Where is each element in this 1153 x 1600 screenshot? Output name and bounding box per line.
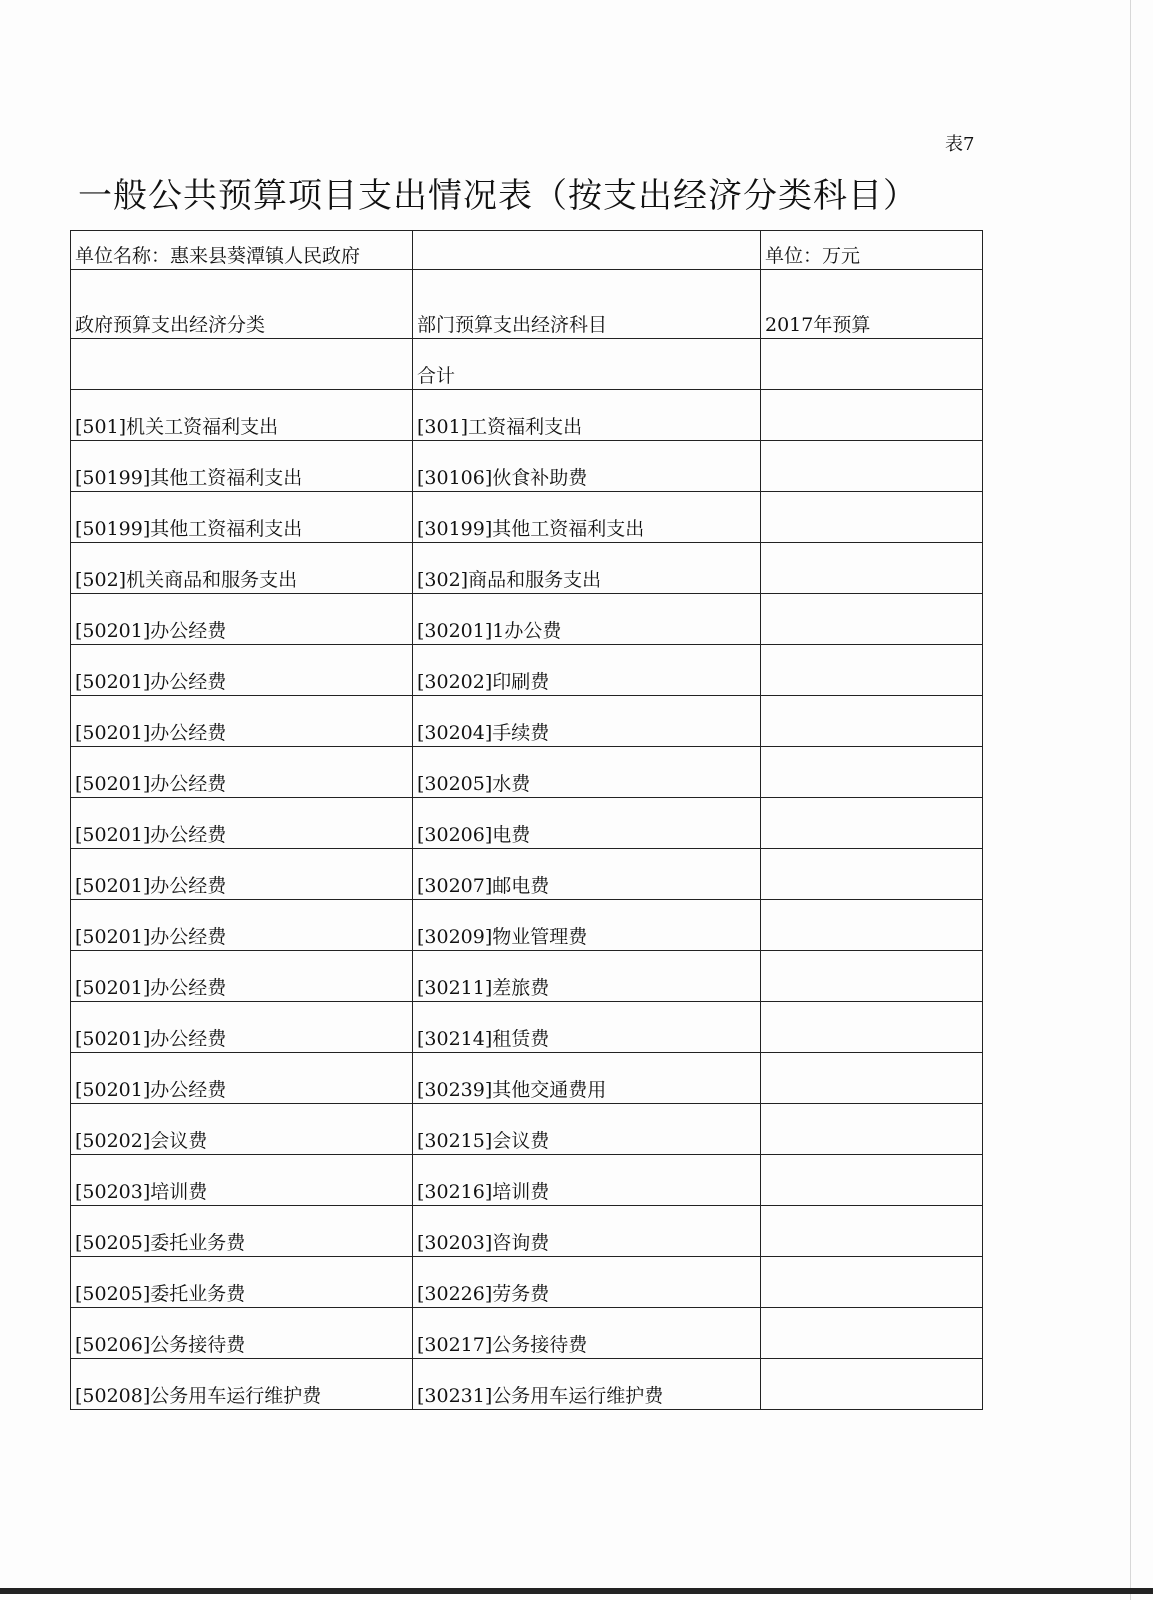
dept-subject-cell: [30231]公务用车运行维护费 [413, 1359, 761, 1410]
gov-classification-cell: [501]机关工资福利支出 [71, 390, 413, 441]
scan-edge-right [1130, 0, 1131, 1600]
table-row [71, 1359, 983, 1410]
table-row [71, 1308, 983, 1359]
table-row [71, 594, 983, 645]
table-row [71, 543, 983, 594]
budget-amount-cell [761, 594, 983, 645]
dept-subject-cell: [30204]手续费 [413, 696, 761, 747]
gov-classification-cell: [50201]办公经费 [71, 747, 413, 798]
unit-row-middle-cell [413, 231, 761, 270]
dept-subject-cell: [30202]印刷费 [413, 645, 761, 696]
budget-amount-cell [761, 1002, 983, 1053]
total-amount [761, 339, 983, 390]
gov-classification-cell: [50205]委托业务费 [71, 1206, 413, 1257]
table-row [71, 798, 983, 849]
unit-row [71, 231, 983, 270]
table-row [71, 1104, 983, 1155]
dept-subject-cell: [30207]邮电费 [413, 849, 761, 900]
budget-amount-cell [761, 747, 983, 798]
gov-classification-cell: [50202]会议费 [71, 1104, 413, 1155]
header-row [71, 270, 983, 339]
table-row [71, 645, 983, 696]
budget-amount-cell [761, 1308, 983, 1359]
gov-classification-cell: [50203]培训费 [71, 1155, 413, 1206]
total-label: 合计 [413, 339, 761, 390]
dept-subject-cell: [30205]水费 [413, 747, 761, 798]
table-row [71, 1053, 983, 1104]
gov-classification-cell: [50201]办公经费 [71, 594, 413, 645]
unit-cell: 单位：万元 [761, 231, 983, 270]
dept-subject-cell: [30211]差旅费 [413, 951, 761, 1002]
budget-amount-cell [761, 696, 983, 747]
table-row [71, 1155, 983, 1206]
table-row [71, 492, 983, 543]
gov-classification-cell: [50201]办公经费 [71, 849, 413, 900]
dept-subject-cell: [30217]公务接待费 [413, 1308, 761, 1359]
gov-classification-cell: [50201]办公经费 [71, 1053, 413, 1104]
budget-amount-cell [761, 1257, 983, 1308]
table-row [71, 1206, 983, 1257]
budget-amount-cell [761, 1206, 983, 1257]
dept-subject-cell: [30216]培训费 [413, 1155, 761, 1206]
dept-subject-cell: [30106]伙食补助费 [413, 441, 761, 492]
gov-classification-cell: [50199]其他工资福利支出 [71, 492, 413, 543]
header-budget-2017: 2017年预算 [761, 270, 983, 339]
budget-amount-cell [761, 645, 983, 696]
dept-subject-cell: [302]商品和服务支出 [413, 543, 761, 594]
table-row [71, 1002, 983, 1053]
budget-amount-cell [761, 1053, 983, 1104]
document-title: 一般公共预算项目支出情况表（按支出经济分类科目） [78, 176, 918, 216]
dept-subject-cell: [30199]其他工资福利支出 [413, 492, 761, 543]
budget-table [70, 230, 983, 1410]
table-row [71, 696, 983, 747]
dept-subject-cell: [30239]其他交通费用 [413, 1053, 761, 1104]
gov-classification-cell: [50201]办公经费 [71, 951, 413, 1002]
gov-classification-cell: [50208]公务用车运行维护费 [71, 1359, 413, 1410]
table-row [71, 390, 983, 441]
gov-classification-cell: [50201]办公经费 [71, 798, 413, 849]
budget-amount-cell [761, 849, 983, 900]
dept-subject-cell: [30209]物业管理费 [413, 900, 761, 951]
scan-edge-bottom [0, 1588, 1153, 1594]
budget-table-body [71, 231, 983, 1410]
gov-classification-cell: [502]机关商品和服务支出 [71, 543, 413, 594]
dept-subject-cell: [301]工资福利支出 [413, 390, 761, 441]
gov-classification-cell: [50201]办公经费 [71, 1002, 413, 1053]
dept-subject-cell: [30226]劳务费 [413, 1257, 761, 1308]
table-row [71, 1257, 983, 1308]
table-row [71, 747, 983, 798]
budget-amount-cell [761, 390, 983, 441]
table-row [71, 951, 983, 1002]
gov-classification-cell: [50201]办公经费 [71, 900, 413, 951]
budget-amount-cell [761, 1155, 983, 1206]
total-row-gov-cell [71, 339, 413, 390]
org-name-cell: 单位名称：惠来县葵潭镇人民政府 [71, 231, 413, 270]
dept-subject-cell: [30201]1办公费 [413, 594, 761, 645]
header-dept-subject: 部门预算支出经济科目 [413, 270, 761, 339]
budget-amount-cell [761, 1359, 983, 1410]
dept-subject-cell: [30203]咨询费 [413, 1206, 761, 1257]
budget-amount-cell [761, 543, 983, 594]
gov-classification-cell: [50206]公务接待费 [71, 1308, 413, 1359]
budget-amount-cell [761, 900, 983, 951]
gov-classification-cell: [50201]办公经费 [71, 696, 413, 747]
budget-amount-cell [761, 441, 983, 492]
table-row [71, 849, 983, 900]
budget-amount-cell [761, 798, 983, 849]
budget-amount-cell [761, 951, 983, 1002]
total-row [71, 339, 983, 390]
gov-classification-cell: [50199]其他工资福利支出 [71, 441, 413, 492]
dept-subject-cell: [30206]电费 [413, 798, 761, 849]
dept-subject-cell: [30214]租赁费 [413, 1002, 761, 1053]
budget-amount-cell [761, 492, 983, 543]
dept-subject-cell: [30215]会议费 [413, 1104, 761, 1155]
gov-classification-cell: [50205]委托业务费 [71, 1257, 413, 1308]
table-row [71, 900, 983, 951]
budget-amount-cell [761, 1104, 983, 1155]
gov-classification-cell: [50201]办公经费 [71, 645, 413, 696]
table-row [71, 441, 983, 492]
table-number: 表7 [945, 134, 975, 155]
header-gov-classification: 政府预算支出经济分类 [71, 270, 413, 339]
